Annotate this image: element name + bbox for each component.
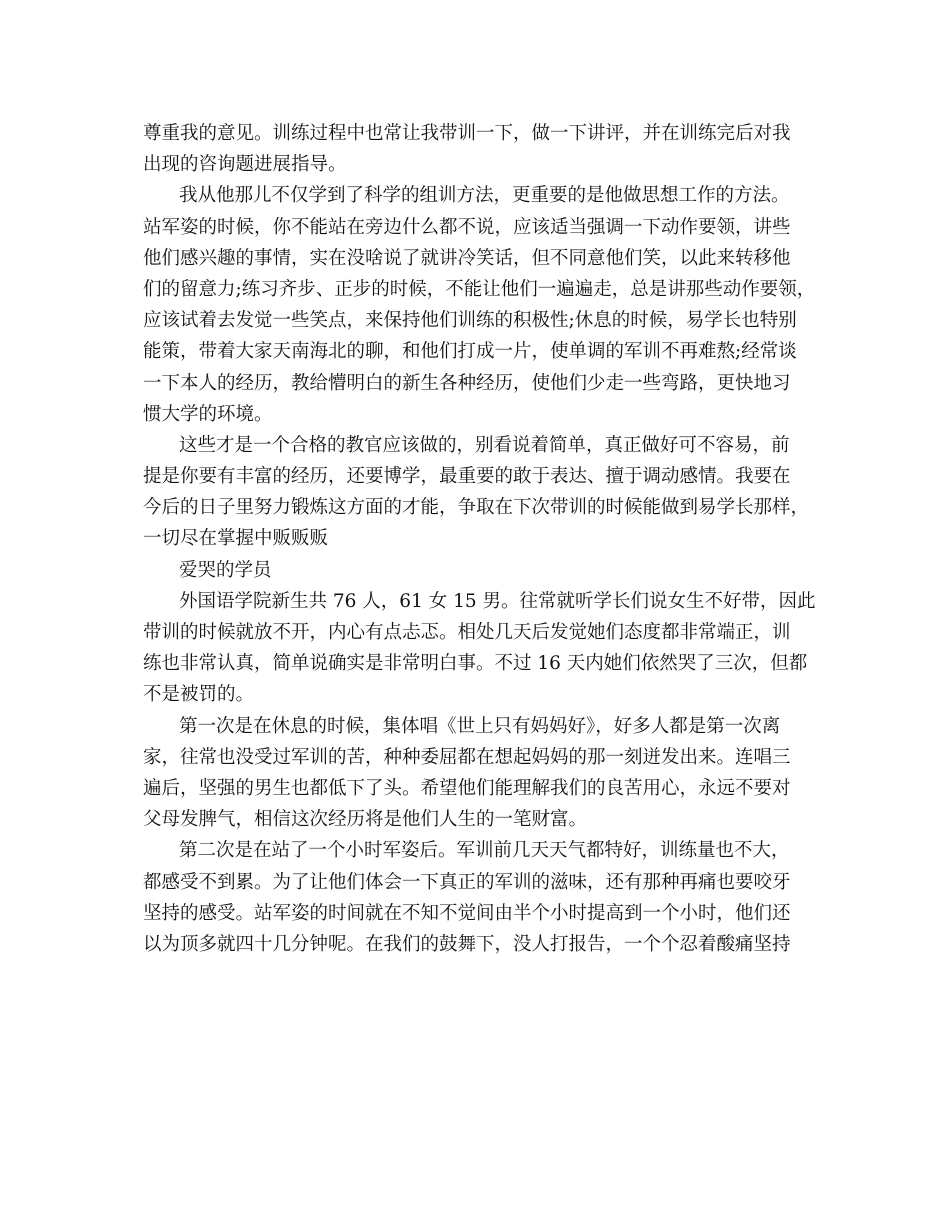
text-line: 今后的日子里努力锻炼这方面的才能，争取在下次带训的时候能做到易学长那样， <box>143 497 810 519</box>
text-line: 们的留意力;练习齐步、正步的时候，不能让他们一遍遍走，总是讲那些动作要领， <box>143 278 816 300</box>
paragraph-start-line: 我从他那儿不仅学到了科学的组训方法，更重要的是他做思想工作的方法。 <box>179 185 790 207</box>
text-line: 练也非常认真，简单说确实是非常明白事。不过 16 天内她们依然哭了三次，但都 <box>143 653 808 675</box>
text-line: 尊重我的意见。训练过程中也常让我带训一下，做一下讲评，并在训练完后对我 <box>143 123 791 144</box>
text-line: 提是你要有丰富的经历，还要博学，最重要的敢于表达、擅于调动感情。我要在 <box>143 466 791 488</box>
text-line: 以为顶多就四十几分钟呢。在我们的鼓舞下，没人打报告，一个个忍着酸痛坚持 <box>143 933 791 955</box>
text-line: 应该试着去发觉一些笑点，来保持他们训练的积极性;休息的时候，易学长也特别 <box>143 310 797 332</box>
section-heading: 爱哭的学员 <box>179 559 272 581</box>
text-line: 带训的时候就放不开，内心有点忐忑。相处几天后发觉她们态度都非常端正，训 <box>143 622 791 643</box>
document-body <box>143 118 823 960</box>
text-line: 他们感兴趣的事情，实在没啥说了就讲冷笑话，但不同意他们笑，以此来转移他 <box>143 247 791 269</box>
paragraph-start-line: 外国语学院新生共 76 人，61 女 15 男。往常就听学长们说女生不好带，因此 <box>179 590 816 612</box>
text-line: 一切尽在掌握中贩贩贩 <box>143 528 329 550</box>
text-line: 站军姿的时候，你不能站在旁边什么都不说，应该适当强调一下动作要领，讲些 <box>143 216 791 238</box>
text-line: 父母发脾气，相信这次经历将是他们人生的一笔财富。 <box>143 809 588 831</box>
paragraph-start-line: 第一次是在休息的时候，集体唱《世上只有妈妈好》，好多人都是第一次离 <box>179 715 781 737</box>
paragraph-start-line: 这些才是一个合格的教官应该做的，别看说着简单，真正做好可不容易，前 <box>179 434 790 456</box>
text-line: 遍后，坚强的男生也都低下了头。希望他们能理解我们的良苦用心，永远不要对 <box>143 777 791 799</box>
text-line: 出现的咨询题进展指导。 <box>143 154 347 176</box>
text-line: 惯大学的环境。 <box>143 403 273 425</box>
text-line: 一下本人的经历，教给懵明白的新生各种经历，使他们少走一些弯路，更快地习 <box>143 372 791 394</box>
text-line: 家，往常也没受过军训的苦，种种委屈都在想起妈妈的那一刻迸发出来。连唱三 <box>143 746 791 768</box>
text-line: 能策，带着大家天南海北的聊，和他们打成一片，使单调的军训不再难熬;经常谈 <box>143 341 797 363</box>
text-line: 都感受不到累。为了让他们体会一下真正的军训的滋味，还有那种再痛也要咬牙 <box>143 871 791 893</box>
paragraph-start-line: 第二次是在站了一个小时军姿后。军训前几天天气都特好，训练量也不大， <box>179 840 790 862</box>
text-line: 不是被罚的。 <box>143 684 255 706</box>
text-line: 坚持的感受。站军姿的时间就在不知不觉间由半个小时提高到一个小时，他们还 <box>143 902 791 924</box>
